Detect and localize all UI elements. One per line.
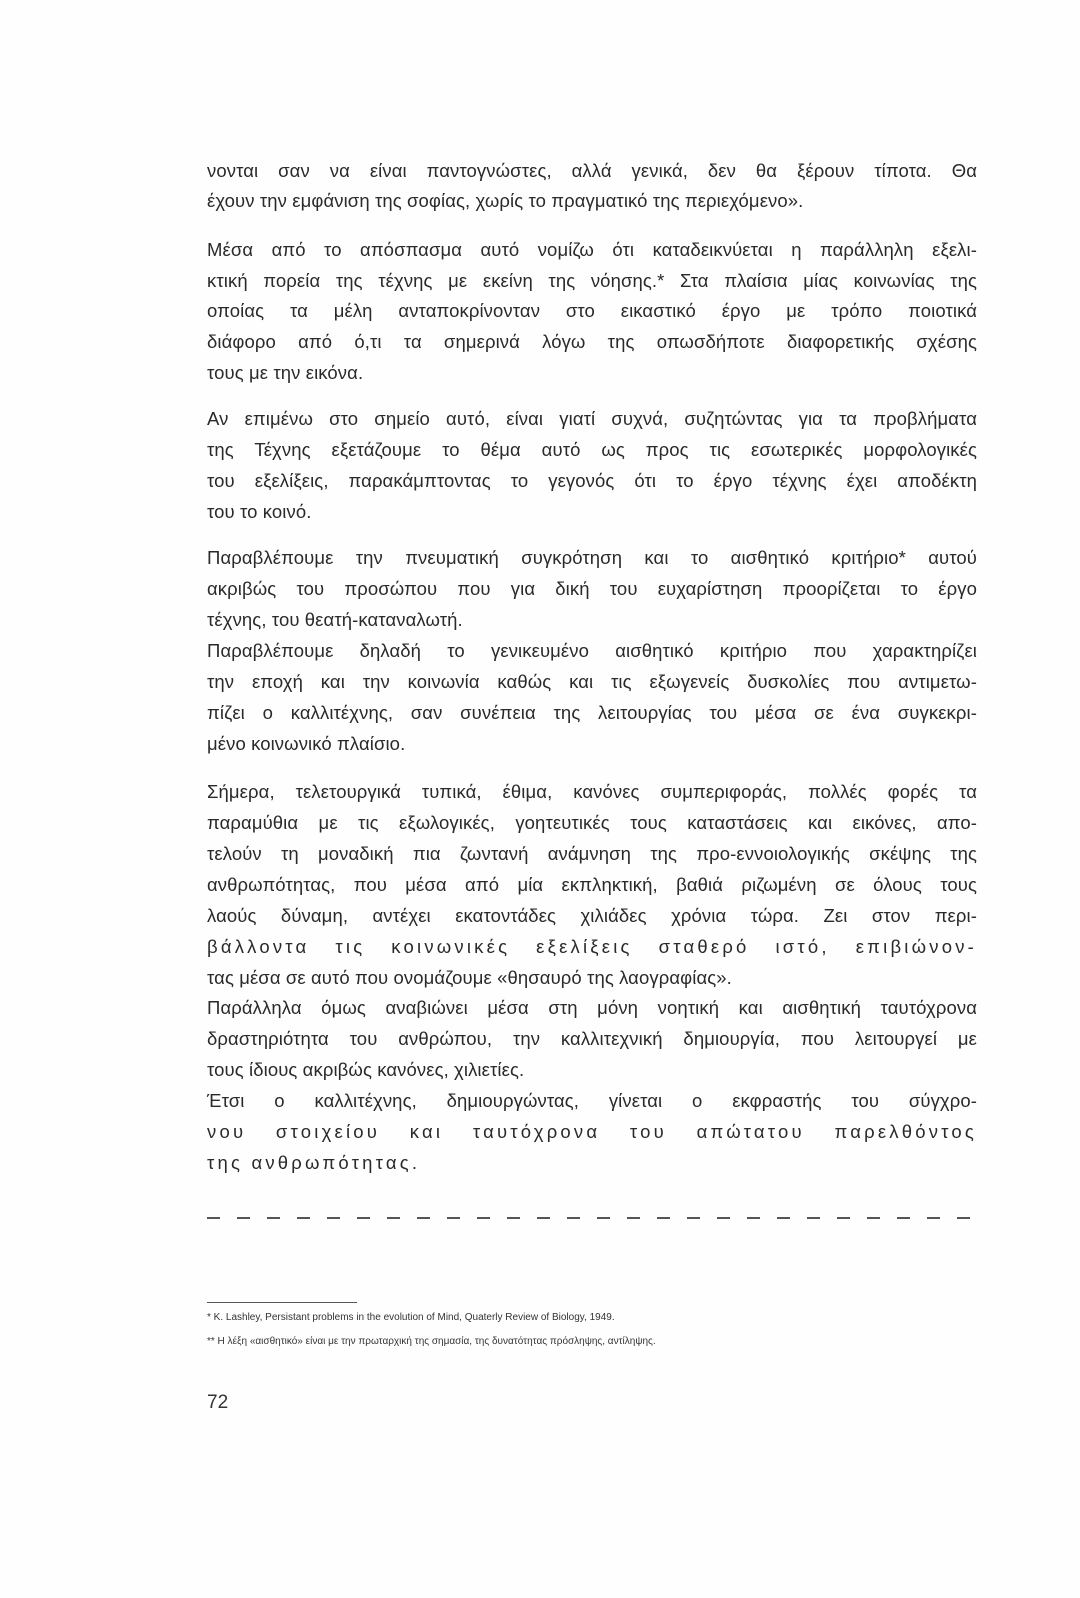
text-line: τας μέσα σε αυτό που ονομάζουμε «θησαυρό της λαογραφίας». bbox=[207, 967, 732, 988]
text-line: τους με την εικόνα. bbox=[207, 362, 364, 383]
text-line: πίζει ο καλλιτέχνης, σαν συνέπεια της λειτουργίας του μέσα σε ένα συγκεκρι- bbox=[207, 702, 977, 723]
text-line: οποίας τα μέλη ανταποκρίνονταν στο εικαστικό έργο με τρόπο ποιοτικά bbox=[207, 300, 977, 321]
text-line: ακριβώς του προσώπου που για δική του ευχαρίστηση προορίζεται το έργο bbox=[207, 578, 977, 599]
text-line: βάλλοντα τις κοινωνικές εξελίξεις σταθερό ιστό, επιβιώνον- bbox=[207, 936, 977, 957]
text-line: Παραβλέπουμε δηλαδή το γενικευμένο αισθητικό κριτήριο που χαρακτηρίζει bbox=[207, 640, 977, 661]
text-line: τελούν τη μοναδική πια ζωντανή ανάμνηση της προ-εννοιολογικής σκέψης της bbox=[207, 843, 977, 864]
text-line: νου στοιχείου και ταυτόχρονα του απώτατου παρελθόντος bbox=[207, 1121, 977, 1142]
text-line: ανθρωπότητας, που μέσα από μία εκπληκτική, βαθιά ριζωμένη σε όλους τους bbox=[207, 874, 977, 895]
text-line: Παραβλέπουμε την πνευματική συγκρότηση και το αισθητικό κριτήριο* αυτού bbox=[207, 547, 977, 568]
text-line: δραστηριότητα του ανθρώπου, την καλλιτεχνική δημιουργία, που λειτουργεί με bbox=[207, 1028, 977, 1049]
text-line: του το κοινό. bbox=[207, 501, 312, 522]
text-line: Έτσι ο καλλιτέχνης, δημιουργώντας, γίνεται ο εκφραστής του σύγχρο- bbox=[207, 1090, 977, 1111]
text-line: έχουν την εμφάνιση της σοφίας, χωρίς το πραγματικό της περιεχόμενο». bbox=[207, 190, 804, 211]
text-line: τους ίδιους ακριβώς κανόνες, χιλιετίες. bbox=[207, 1059, 525, 1080]
text-line: Αν επιμένω στο σημείο αυτό, είναι γιατί συχνά, συζητώντας για τα προβλήματα bbox=[207, 408, 977, 429]
text-line: παραμύθια με τις εξωλογικές, γοητευτικές τους καταστάσεις και εικόνες, απο- bbox=[207, 812, 977, 833]
footnote: ** Η λέξη «αισθητικό» είναι με την πρωταρχική της σημασία, της δυνατότητας πρόσληψης, αντίληψης. bbox=[207, 1336, 656, 1347]
page-number: 72 bbox=[207, 1392, 229, 1413]
text-line: της Τέχνης εξετάζουμε το θέμα αυτό ως προς τις εσωτερικές μορφολογικές bbox=[207, 439, 977, 460]
text-line: της ανθρωπότητας. bbox=[207, 1152, 421, 1173]
text-line: νονται σαν να είναι παντογνώστες, αλλά γενικά, δεν θα ξέρουν τίποτα. Θα bbox=[207, 160, 977, 181]
text-line: τέχνης, του θεατή-καταναλωτή. bbox=[207, 609, 463, 630]
text-line: Παράλληλα όμως αναβιώνει μέσα στη μόνη νοητική και αισθητική ταυτόχρονα bbox=[207, 997, 977, 1018]
footnote: * K. Lashley, Persistant problems in the evolution of Mind, Quaterly Review of Biology, 1949. bbox=[207, 1312, 615, 1323]
text-line: λαούς δύναμη, αντέχει εκατοντάδες χιλιάδες χρόνια τώρα. Ζει στον περι- bbox=[207, 905, 977, 926]
dashed-separator bbox=[207, 1217, 977, 1219]
text-line: του εξελίξεις, παρακάμπτοντας το γεγονός ότι το έργο τέχνης έχει αποδέκτη bbox=[207, 470, 977, 491]
text-line: Μέσα από το απόσπασμα αυτό νομίζω ότι καταδεικνύεται η παράλληλη εξελι- bbox=[207, 239, 977, 260]
text-line: μένο κοινωνικό πλαίσιο. bbox=[207, 733, 406, 754]
text-line: την εποχή και την κοινωνία καθώς και τις εξωγενείς δυσκολίες που αντιμετω- bbox=[207, 671, 977, 692]
text-line: διάφορο από ό,τι τα σημερινά λόγω της οπωσδήποτε διαφορετικής σχέσης bbox=[207, 331, 977, 352]
footnote-rule bbox=[207, 1302, 357, 1303]
text-line: κτική πορεία της τέχνης με εκείνη της νόησης.* Στα πλαίσια μίας κοινωνίας της bbox=[207, 270, 977, 291]
text-line: Σήμερα, τελετουργικά τυπικά, έθιμα, κανόνες συμπεριφοράς, πολλές φορές τα bbox=[207, 781, 977, 802]
